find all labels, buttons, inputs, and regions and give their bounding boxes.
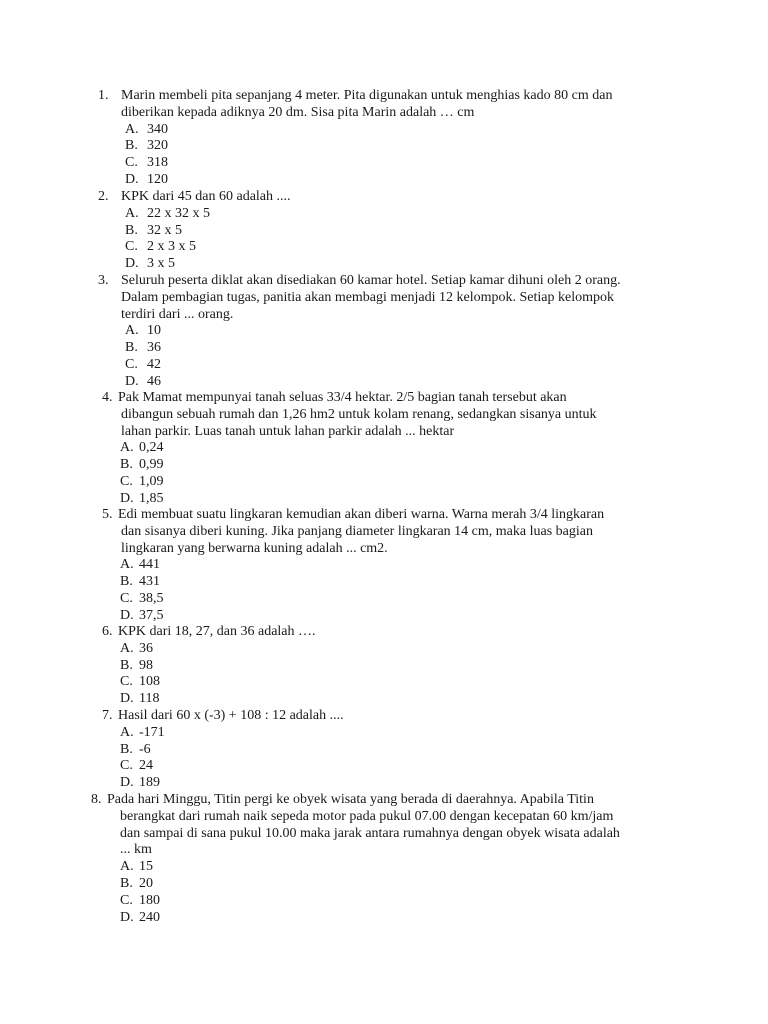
question-4 (0, 390, 768, 508)
option-b: B. 36 (125, 340, 161, 356)
question-6 (0, 624, 768, 708)
option-c: C. 318 (125, 155, 168, 171)
stem-line: Pak Mamat mempunyai tanah seluas 33/4 hektar. 2/5 bagian tanah tersebut akan (118, 390, 567, 405)
stem-line: Marin membeli pita sepanjang 4 meter. Pita digunakan untuk menghias kado 80 cm dan (121, 88, 613, 103)
stem-line: Edi membuat suatu lingkaran kemudian akan diberi warna. Warna merah 3/4 lingkaran (118, 507, 605, 522)
question-1 (0, 88, 768, 189)
option-d: D. 189 (120, 775, 160, 791)
stem-line: Seluruh peserta diklat akan disediakan 60 kamar hotel. Setiap kamar dihuni oleh 2 orang. (121, 273, 621, 288)
question-number: 6. (102, 624, 113, 639)
stem-line: lingkaran yang berwarna kuning adalah ... cm2. (121, 540, 388, 556)
stem-line: Dalam pembagian tugas, panitia akan membagi menjadi 12 kelompok. Setiap kelompok (121, 289, 614, 305)
question-number: 1. (98, 88, 109, 103)
option-list (125, 323, 768, 390)
option-list (125, 206, 768, 273)
option-b: B. 20 (120, 875, 153, 891)
option-b: B. 431 (120, 574, 160, 590)
stem-line: Pada hari Minggu, Titin pergi ke obyek wisata yang berada di daerahnya. Apabila Titin (107, 792, 594, 807)
question-3 (0, 273, 768, 391)
option-d: D. 120 (125, 171, 168, 187)
option-a: A. -171 (120, 724, 165, 740)
option-d: D. 1,85 (120, 490, 164, 506)
question-stem (107, 792, 768, 859)
stem-line: dan sampai di sana pukul 10.00 maka jarak antara rumahnya dengan obyek wisata adalah (120, 825, 620, 841)
question-stem (121, 189, 768, 206)
question-number: 8. (91, 792, 102, 807)
option-b: B. 320 (125, 138, 168, 154)
option-list (120, 440, 768, 507)
option-list (125, 122, 768, 189)
option-a: A. 36 (120, 640, 153, 656)
question-number: 4. (102, 390, 113, 405)
stem-line: KPK dari 45 dan 60 adalah .... (121, 189, 291, 204)
stem-line: berangkat dari rumah naik sepeda motor pada pukul 07.00 dengan kecepatan 60 km/jam (120, 808, 614, 824)
question-number: 7. (102, 708, 113, 723)
option-list (120, 859, 768, 926)
option-c: C. 24 (120, 758, 153, 774)
option-d: D. 37,5 (120, 607, 164, 623)
option-list (120, 557, 768, 624)
question-5 (0, 507, 768, 625)
option-a: A. 10 (125, 323, 161, 339)
option-a: A. 0,24 (120, 440, 164, 456)
stem-line: KPK dari 18, 27, dan 36 adalah …. (118, 624, 316, 639)
option-b: B. 98 (120, 657, 153, 673)
stem-line: lahan parkir. Luas tanah untuk lahan parkir adalah ... hektar (121, 423, 455, 439)
option-c: C. 42 (125, 356, 161, 372)
question-8 (0, 792, 768, 926)
option-c: C. 180 (120, 892, 160, 908)
stem-line: dan sisanya diberi kuning. Jika panjang diameter lingkaran 14 cm, maka luas bagian (121, 523, 593, 539)
option-list (120, 725, 768, 792)
question-stem (121, 88, 768, 122)
question-number: 2. (98, 189, 109, 204)
option-c: C. 38,5 (120, 590, 164, 606)
stem-line: dibangun sebuah rumah dan 1,26 hm2 untuk kolam renang, sedangkan sisanya untuk (121, 406, 597, 422)
stem-line: diberikan kepada adiknya 20 dm. Sisa pita Marin adalah … cm (121, 104, 475, 120)
option-b: B. 32 x 5 (125, 222, 182, 238)
option-a: A. 441 (120, 557, 160, 573)
question-2 (0, 189, 768, 273)
option-d: D. 3 x 5 (125, 256, 175, 272)
question-number: 3. (98, 273, 109, 288)
stem-line: Hasil dari 60 x (-3) + 108 : 12 adalah .... (118, 708, 344, 723)
option-c: C. 108 (120, 674, 160, 690)
question-7 (0, 708, 768, 792)
option-d: D. 240 (120, 909, 160, 925)
question-number: 5. (102, 507, 113, 522)
option-a: A. 15 (120, 859, 153, 875)
option-a: A. 22 x 32 x 5 (125, 205, 210, 221)
option-list (120, 641, 768, 708)
question-stem (118, 507, 768, 557)
option-c: C. 1,09 (120, 473, 164, 489)
question-stem (121, 273, 768, 323)
stem-line: ... km (120, 842, 152, 858)
option-d: D. 46 (125, 373, 161, 389)
option-d: D. 118 (120, 691, 160, 707)
option-c: C. 2 x 3 x 5 (125, 239, 196, 255)
option-b: B. -6 (120, 741, 151, 757)
stem-line: terdiri dari ... orang. (121, 306, 234, 322)
question-stem (118, 708, 768, 725)
option-a: A. 340 (125, 121, 168, 137)
question-stem (118, 390, 768, 440)
option-b: B. 0,99 (120, 457, 164, 473)
question-stem (118, 624, 768, 641)
